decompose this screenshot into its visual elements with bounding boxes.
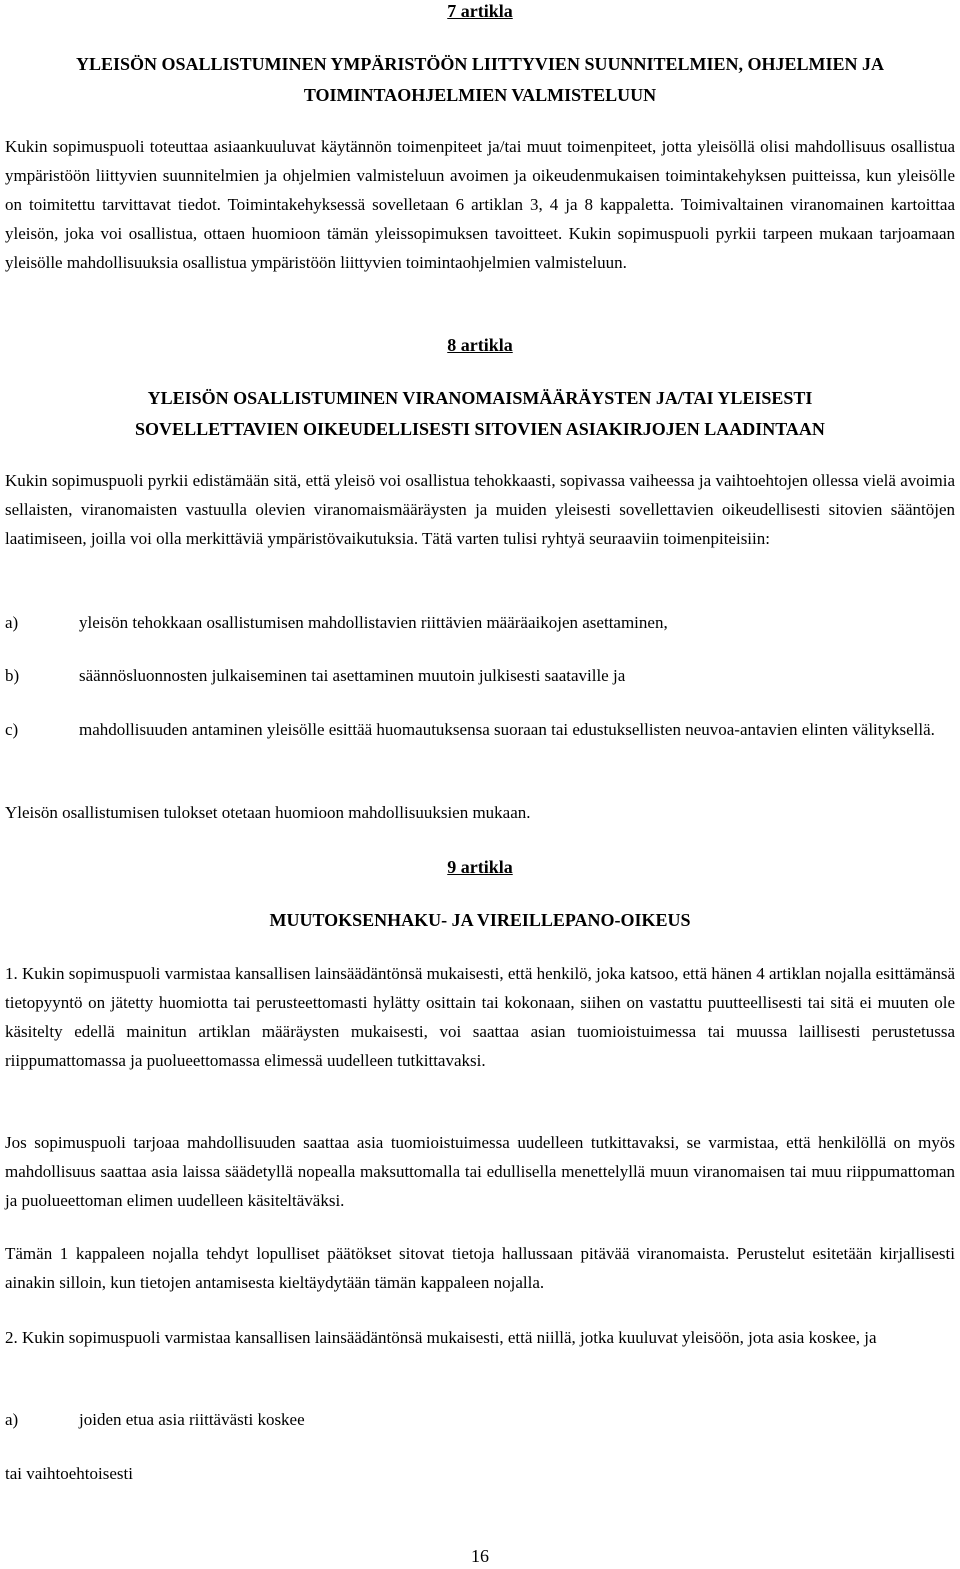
article-8-list-item-c — [5, 715, 955, 744]
article-8-heading-line-2: SOVELLETTAVIEN OIKEUDELLISESTI SITOVIEN ASIAKIRJOJEN LAADINTAAN — [135, 419, 825, 439]
article-9-paragraph-4: 2. Kukin sopimuspuoli varmistaa kansallisen lainsäädäntönsä mukaisesti, että niillä, jotka kuuluvat yleisöön, jota asia koskee, ja — [5, 1328, 877, 1347]
article-7-paragraph: Kukin sopimuspuoli toteuttaa asiaankuuluvat käytännön toimenpiteet ja/tai muut toimenpiteet, jotta yleisöllä olisi mahdollisuus osallistua ympäristöön liittyvien suunnitelmien ja ohjelmien valmisteluun avoimen ja oikeudenmukaisen toimintakehyksen puitteissa, kun yleisölle on toimitettu tarvittavat tiedot. Toimintakehyksessä sovelletaan 6 artiklan 3, 4 ja 8 kappaletta. Toimivaltainen viranomainen kartoittaa yleisön, joka voi osallistua, ottaen huomioon tämän yleissopimuksen tavoitteet. Kukin sopimuspuoli pyrkii tarpeen mukaan tarjoamaan yleisölle mahdollisuuksia osallistua ympäristöön liittyvien toimintaohjelmien valmisteluun. — [5, 137, 955, 272]
article-8-heading-line-1: YLEISÖN OSALLISTUMINEN VIRANOMAISMÄÄRÄYSTEN JA/TAI YLEISESTI — [147, 388, 813, 408]
article-7-title: 7 artikla — [447, 1, 513, 21]
article-8-list-item-a — [5, 608, 955, 637]
article-7-heading-line-2: TOIMINTAOHJELMIEN VALMISTELUUN — [303, 85, 657, 105]
article-7-heading — [5, 49, 955, 111]
list-item-text: yleisön tehokkaan osallistumisen mahdollistavien riittävien määräaikojen asettaminen, — [79, 613, 668, 632]
list-marker: b) — [5, 666, 20, 685]
article-9-trailing-text: tai vaihtoehtoisesti — [5, 1464, 133, 1483]
article-9-paragraph-1: 1. Kukin sopimuspuoli varmistaa kansallisen lainsäädäntönsä mukaisesti, että henkilö, joka katsoo, että hänen 4 artiklan nojalla esittämänsä tietopyyntö on jätetty huomiotta tai perusteettomasti hylätty osittain tai kokonaan, siihen on vastattu puutteellisesti tai sitä ei muuten ole käsitelty edellä mainitun artiklan määräysten mukaisesti, voi saattaa asian tuomioistuimessa tai muussa laillisesti perustetussa riippumattomassa ja puolueettomassa elimessä uudelleen tutkittavaksi. — [5, 964, 955, 1070]
list-item-text: mahdollisuuden antaminen yleisölle esittää huomautuksensa suoraan tai edustuksellisten neuvoa-antavien elinten välityksellä. — [79, 720, 935, 739]
list-marker: a) — [5, 613, 19, 632]
list-marker: c) — [5, 720, 19, 739]
article-9-heading: MUUTOKSENHAKU- JA VIREILLEPANO-OIKEUS — [269, 910, 691, 930]
article-9-paragraph-2: Jos sopimuspuoli tarjoaa mahdollisuuden saattaa asia tuomioistuimessa uudelleen tutkittavaksi, se varmistaa, että henkilöllä on myös mahdollisuus saattaa asia laissa säädetyllä nopealla maksuttomalla tai edullisella menettelyllä muun viranomaisen tai muu riippumattoman ja puolueettoman elimen uudelleen käsiteltäväksi. — [5, 1133, 955, 1210]
list-item-text: joiden etua asia riittävästi koskee — [79, 1410, 305, 1429]
list-marker: a) — [5, 1410, 19, 1429]
article-7-heading-line-1: YLEISÖN OSALLISTUMINEN YMPÄRISTÖÖN LIITTYVIEN SUUNNITELMIEN, OHJELMIEN JA — [76, 54, 884, 74]
article-8-paragraph: Kukin sopimuspuoli pyrkii edistämään sitä, että yleisö voi osallistua tehokkaasti, sopivassa vaiheessa ja vaihtoehtojen ollessa vielä avoimia sellaisten, viranomaisten vastuulla olevien viranomaismääräysten ja muiden yleisesti sovellettavien oikeudellisesti sitovien sääntöjen laatimiseen, joilla voi olla merkittäviä ympäristövaikutuksia. Tätä varten tulisi ryhtyä seuraaviin toimenpiteisiin: — [5, 471, 955, 548]
article-9-paragraph-3: Tämän 1 kappaleen nojalla tehdyt lopulliset päätökset sitovat tietoja hallussaan pitävää viranomaista. Perustelut esitetään kirjallisesti ainakin silloin, kun tietojen antamisesta kieltäydytään tämän kappaleen nojalla. — [5, 1244, 955, 1292]
list-item-text: säännösluonnosten julkaiseminen tai asettaminen muutoin julkisesti saataville ja — [79, 666, 626, 685]
article-8-closing: Yleisön osallistumisen tulokset otetaan huomioon mahdollisuuksien mukaan. — [5, 803, 531, 822]
article-8-title: 8 artikla — [447, 335, 513, 355]
article-8-list-item-b — [5, 661, 955, 690]
article-8-heading — [5, 383, 955, 445]
article-9-list-item-a — [5, 1405, 955, 1434]
article-9-title: 9 artikla — [447, 857, 513, 877]
page-number: 16 — [471, 1546, 489, 1566]
